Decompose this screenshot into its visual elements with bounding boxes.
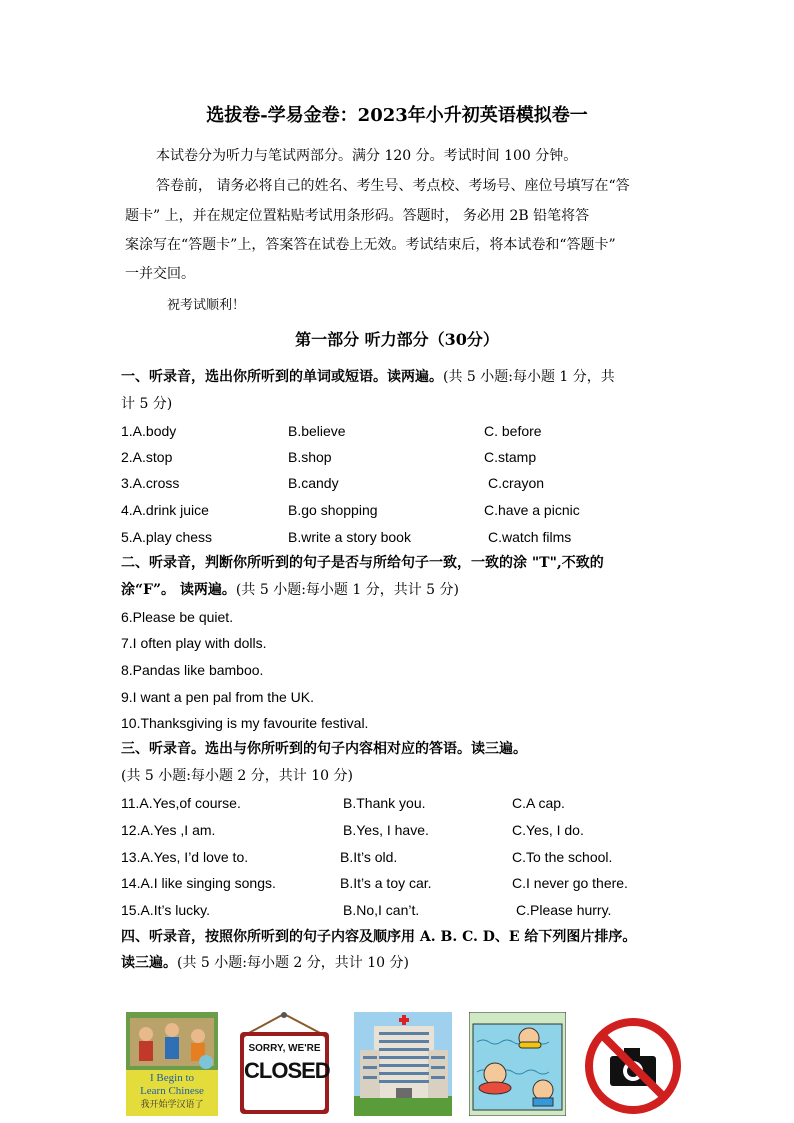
part1-title: 第一部分 听力部分（30分） — [295, 330, 499, 349]
s3-q12-c: C.Yes, I do. — [512, 822, 584, 838]
s1-q3-a: 3.A.cross — [121, 475, 180, 491]
s1-q2-b: B.shop — [288, 449, 332, 465]
s1-heading-note: (共 5 小题:每小题 1 分，共 — [443, 369, 615, 385]
hospital-building-icon — [354, 1012, 452, 1116]
s3-q12-a: 12.A.Yes ,I am. — [121, 822, 216, 838]
page-title: 选拔卷-学易金卷：2023年小升初英语模拟卷一 — [206, 105, 588, 126]
s1-q1-b: B.believe — [288, 423, 346, 439]
intro-line-2: 答卷前， 请务必将自己的姓名、考生号、考点校、考场号、座位号填写在“答 — [156, 178, 630, 194]
s1-q4-a: 4.A.drink juice — [121, 502, 209, 518]
s3-q13-b: B.It’s old. — [340, 849, 398, 865]
s3-q12-b: B.Yes, I have. — [343, 822, 429, 838]
s3-q15-c: C.Please hurry. — [516, 902, 612, 918]
swimming-kids-picture — [469, 1012, 566, 1116]
s1-q2-a: 2.A.stop — [121, 449, 173, 465]
book-title-line1: I Begin to — [150, 1072, 194, 1084]
intro-wish: 祝考试顺利！ — [167, 298, 246, 313]
intro-line-4: 案涂写在“答题卡”上，答案答在试卷上无效。考试结束后，将本试卷和“答题卡” — [125, 237, 616, 253]
s1-q4-c: C.have a picnic — [484, 502, 580, 518]
sign-line1: SORRY, WE'RE — [248, 1043, 321, 1054]
s1-heading-bold: 一、听录音，选出你所听到的单词或短语。读两遍。 — [121, 369, 443, 385]
s2-q7: 7.I often play with dolls. — [121, 635, 267, 651]
no-photography-picture — [584, 1012, 682, 1116]
s1-q3-c: C.crayon — [488, 475, 545, 491]
sign-line2: CLOSED — [244, 1058, 330, 1083]
intro-line-5: 一并交回。 — [125, 266, 195, 282]
s3-q13-c: C.To the school. — [512, 849, 613, 865]
s1-q5-c: C.watch films — [488, 529, 572, 545]
s2-q9: 9.I want a pen pal from the UK. — [121, 689, 314, 705]
s1-q1-a: 1.A.body — [121, 423, 177, 439]
s2-heading-bold: 涂“F”。 读两遍。 — [121, 582, 236, 598]
s3-q14-c: C.I never go there. — [512, 875, 628, 891]
s1-q2-c: C.stamp — [484, 449, 537, 465]
s2-q8: 8.Pandas like bamboo. — [121, 662, 264, 678]
book-title-line2: Learn Chinese — [140, 1085, 204, 1097]
s2-heading-line2 — [121, 580, 459, 600]
s2-q6: 6.Please be quiet. — [121, 609, 234, 625]
hospital-building-picture — [354, 1012, 452, 1116]
s2-q10: 10.Thanksgiving is my favourite festival. — [121, 715, 369, 731]
s4-heading-line2 — [121, 953, 409, 973]
s3-q14-a: 14.A.I like singing songs. — [121, 875, 276, 891]
s3-q11-b: B.Thank you. — [343, 795, 426, 811]
book-subtitle: 我开始学汉语了 — [140, 1099, 204, 1109]
s2-heading-line1: 二、听录音，判断你所听到的句子是否与所给句子一致，一致的涂 "T",不致的 — [121, 555, 604, 571]
s3-q13-a: 13.A.Yes, I’d love to. — [121, 849, 249, 865]
s1-q3-b: B.candy — [288, 475, 339, 491]
intro-line-3: 题卡” 上，并在规定位置粘贴考试用条形码。答题时， 务必用 2B 铅笔将答 — [125, 208, 590, 224]
s3-note: (共 5 小题:每小题 2 分，共计 10 分) — [121, 768, 353, 784]
s1-q5-b: B.write a story book — [288, 529, 411, 545]
s1-heading-cont: 计 5 分) — [121, 396, 173, 412]
s1-heading — [121, 367, 615, 387]
closed-sign-picture — [237, 1012, 332, 1116]
no-camera-icon — [584, 1012, 682, 1116]
s4-heading-bold: 读三遍。 — [121, 955, 177, 971]
s3-heading: 三、听录音。选出与你所听到的句子内容相对应的答语。读三遍。 — [121, 741, 527, 757]
s3-q14-b: B.It’s a toy car. — [340, 875, 432, 891]
s3-q15-a: 15.A.It’s lucky. — [121, 902, 210, 918]
s3-q15-b: B.No,I can’t. — [343, 902, 420, 918]
s3-q11-a: 11.A.Yes,of course. — [121, 795, 241, 811]
s3-q11-c: C.A cap. — [512, 795, 565, 811]
book-cover-picture — [126, 1012, 218, 1116]
s2-heading-note: (共 5 小题:每小题 1 分，共计 5 分) — [235, 582, 459, 598]
s1-q5-a: 5.A.play chess — [121, 529, 213, 545]
swimming-kids-illustration — [469, 1012, 566, 1116]
intro-line-1: 本试卷分为听力与笔试两部分。满分 120 分。考试时间 100 分钟。 — [156, 148, 578, 164]
s1-q1-c: C. before — [484, 423, 542, 439]
s4-heading-line1: 四、听录音，按照你所听到的句子内容及顺序用 A. B. C. D、E 给下列图片排序。 — [121, 929, 637, 945]
s1-q4-b: B.go shopping — [288, 502, 378, 518]
s4-heading-note: (共 5 小题:每小题 2 分，共计 10 分) — [177, 955, 409, 971]
